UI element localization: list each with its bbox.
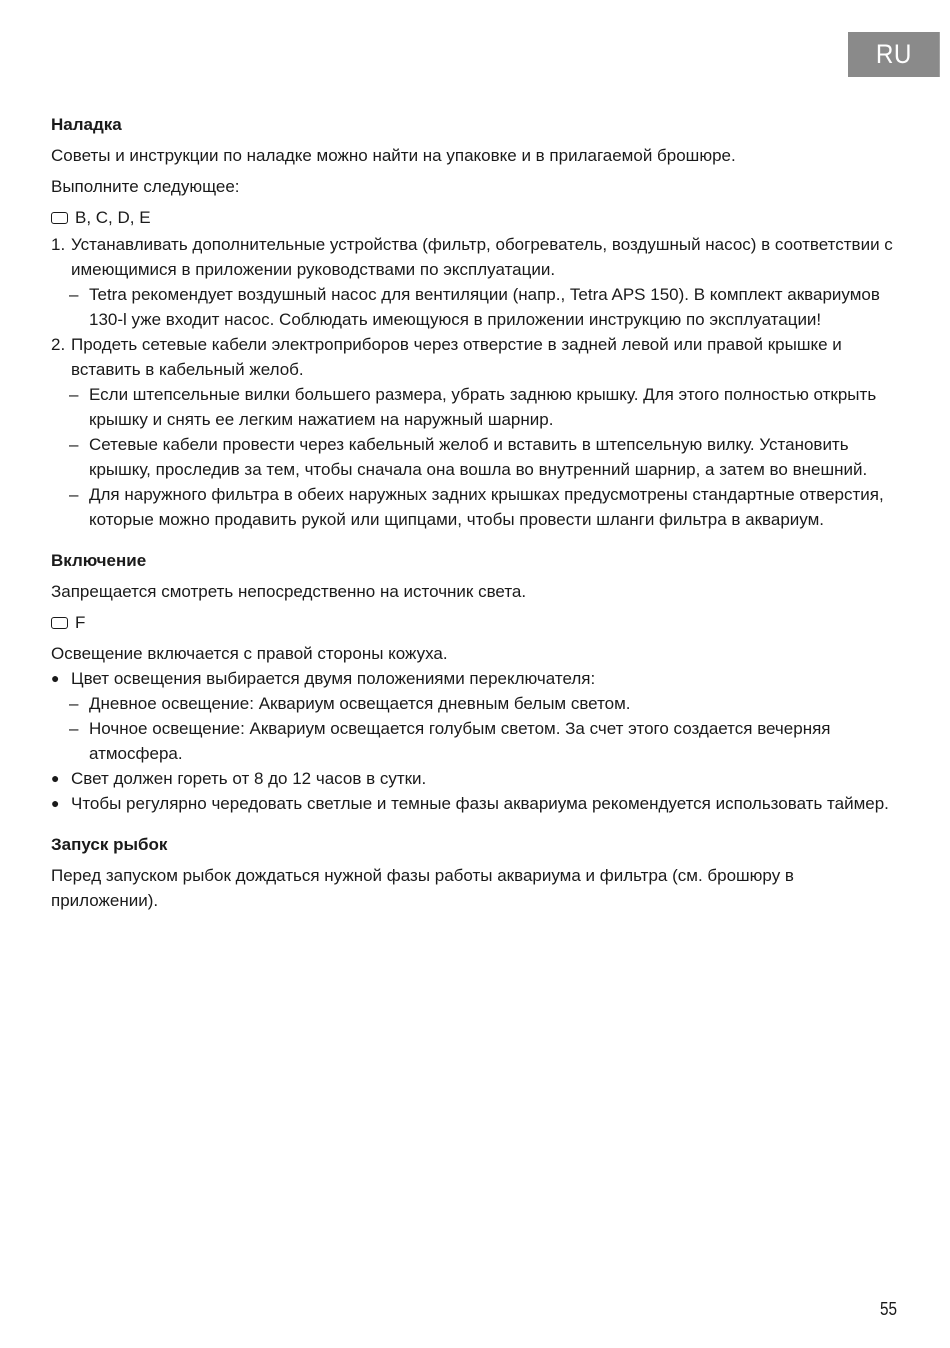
section-power-on	[51, 548, 903, 816]
figure-icon	[51, 617, 68, 629]
sub-item-text: Tetra рекомендует воздушный насос для вентиляции (напр., Tetra APS 150). В комплект аквариумов 130-l уже входит насос. Соблюдать имеющуюся в приложении инструкцию по эксплуатации!	[89, 285, 880, 329]
bullet-text: Свет должен гореть от 8 до 12 часов в сутки.	[71, 769, 427, 788]
sub-item-text: Если штепсельные вилки большего размера, убрать заднюю крышку. Для этого полностью открыть крышку и снять ее легким нажатием на наружный шарнир.	[89, 385, 877, 429]
bullet-item	[51, 766, 903, 791]
section-heading-setup: Наладка	[51, 115, 122, 134]
sub-item	[51, 382, 903, 432]
sub-item	[51, 716, 903, 766]
section-heading-fish: Запуск рыбок	[51, 835, 168, 854]
dash-marker: –	[69, 694, 79, 713]
item-text: Продеть сетевые кабели электроприборов через отверстие в задней левой или правой крышке и вставить в кабельный желоб.	[71, 335, 842, 379]
bullet-marker: ●	[51, 670, 60, 686]
sub-item	[51, 482, 903, 532]
item-number: 2.	[51, 335, 66, 354]
page-number: 55	[880, 1299, 898, 1319]
bullet-item	[51, 791, 903, 816]
dash-marker: –	[69, 385, 79, 404]
sub-item	[51, 691, 903, 716]
numbered-item	[51, 332, 903, 382]
language-tab: RU	[848, 32, 940, 77]
dash-marker: –	[69, 285, 79, 304]
paragraph: Перед запуском рыбок дождаться нужной фазы работы аквариума и фильтра (см. брошюру в приложении).	[51, 866, 794, 910]
item-text: Устанавливать дополнительные устройства (фильтр, обогреватель, воздушный насос) в соответствии с имеющимися в приложении руководствами по эксплуатации.	[71, 235, 893, 279]
sub-item-text: Для наружного фильтра в обеих наружных задних крышках предусмотрены стандартные отверстия, которые можно продавить рукой или щипцами, чтобы провести шланги фильтра в аквариум.	[89, 485, 884, 529]
sub-item-text: Дневное освещение: Аквариум освещается дневным белым светом.	[89, 694, 631, 713]
bullet-marker: ●	[51, 795, 60, 811]
figure-reference	[51, 205, 903, 230]
dash-marker: –	[69, 719, 79, 738]
bullet-marker: ●	[51, 770, 60, 786]
figure-icon	[51, 212, 68, 224]
section-setup	[51, 112, 903, 532]
bullet-text: Цвет освещения выбирается двумя положениями переключателя:	[71, 669, 596, 688]
dash-marker: –	[69, 435, 79, 454]
section-heading-power-on: Включение	[51, 551, 147, 570]
sub-item	[51, 432, 903, 482]
sub-item-text: Сетевые кабели провести через кабельный желоб и вставить в штепсельную вилку. Установить крышку, проследив за тем, чтобы сначала она вошла во внутренний шарнир, а затем во внешний.	[89, 435, 868, 479]
dash-marker: –	[69, 485, 79, 504]
figure-reference	[51, 610, 903, 635]
paragraph: Освещение включается с правой стороны кожуха.	[51, 644, 448, 663]
page-content	[51, 112, 903, 913]
sub-item-text: Ночное освещение: Аквариум освещается голубым светом. За счет этого создается вечерняя атмосфера.	[89, 719, 831, 763]
bullet-text: Чтобы регулярно чередовать светлые и темные фазы аквариума рекомендуется использовать таймер.	[71, 794, 889, 813]
bullet-item	[51, 666, 903, 691]
figure-reference-label: B, C, D, E	[75, 208, 151, 227]
sub-item	[51, 282, 903, 332]
paragraph: Советы и инструкции по наладке можно найти на упаковке и в прилагаемой брошюре.	[51, 146, 736, 165]
section-fish	[51, 832, 903, 913]
paragraph: Запрещается смотреть непосредственно на источник света.	[51, 582, 527, 601]
item-number: 1.	[51, 235, 66, 254]
numbered-item	[51, 232, 903, 282]
paragraph: Выполните следующее:	[51, 177, 240, 196]
figure-reference-label: F	[75, 613, 86, 632]
